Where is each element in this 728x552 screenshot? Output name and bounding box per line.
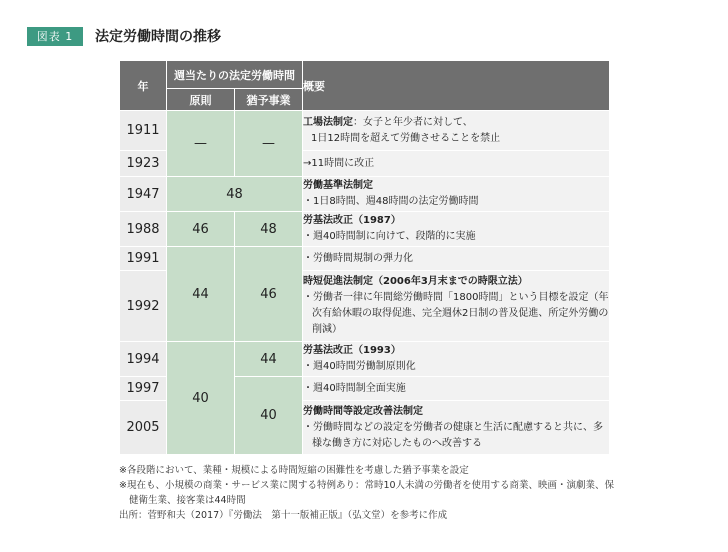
header-year: 年 bbox=[120, 61, 167, 111]
value-grace: — bbox=[235, 111, 303, 177]
row-summary bbox=[303, 151, 610, 177]
table-row bbox=[120, 177, 610, 212]
value-grace: 46 bbox=[235, 247, 303, 342]
footnote: ※現在も、小規模の商業・サービス業に関する特例あり：常時10人未満の労働者を使用する商業、映画・演劇業、保健衛生業、接客業は44時間 bbox=[119, 480, 615, 506]
value-grace: 48 bbox=[235, 212, 303, 247]
summary-bullet: ・週40時間制に向けて、段階的に実施 bbox=[303, 231, 476, 242]
row-year: 1923 bbox=[120, 151, 167, 177]
figure-title: 法定労働時間の推移 bbox=[95, 29, 221, 45]
row-year: 1988 bbox=[120, 212, 167, 247]
table-row bbox=[120, 342, 610, 377]
row-year: 1994 bbox=[120, 342, 167, 377]
row-year: 1947 bbox=[120, 177, 167, 212]
table-row bbox=[120, 111, 610, 151]
header-principle: 原則 bbox=[167, 89, 235, 111]
summary-title: 労基法改正（1993） bbox=[303, 345, 401, 356]
summary-bullet: ・労働者一律に年間総労働時間「1800時間」という目標を設定（年次有給休暇の取得促進、完全週休2日制の普及促進、所定外労働の削減） bbox=[303, 292, 609, 335]
footnote: ※各段階において、業種・規模による時間短縮の困難性を考慮した猶予事業を設定 bbox=[119, 465, 469, 476]
row-summary bbox=[303, 401, 610, 455]
row-summary bbox=[303, 177, 610, 212]
value-principle: 44 bbox=[167, 247, 235, 342]
row-summary bbox=[303, 247, 610, 271]
figure-label: 図表 1 bbox=[27, 27, 83, 46]
value-principle: 40 bbox=[167, 342, 235, 455]
footnotes bbox=[119, 463, 619, 523]
summary-title: 労基法改正（1987） bbox=[303, 215, 401, 226]
summary-title: 労働基準法制定 bbox=[303, 180, 373, 191]
source-note: 出所：菅野和夫（2017）『労働法 第十一版補正版』（弘文堂）を参考に作成 bbox=[119, 510, 448, 521]
header-grace: 猶予事業 bbox=[235, 89, 303, 111]
row-summary bbox=[303, 271, 610, 342]
summary-bullet: ・週40時間労働制原則化 bbox=[303, 361, 416, 372]
header-weekly-hours: 週当たりの法定労働時間 bbox=[167, 61, 303, 89]
row-year: 1991 bbox=[120, 247, 167, 271]
row-summary bbox=[303, 212, 610, 247]
table-row bbox=[120, 247, 610, 271]
table-row bbox=[120, 212, 610, 247]
row-year: 1992 bbox=[120, 271, 167, 342]
row-year: 2005 bbox=[120, 401, 167, 455]
row-year: 1911 bbox=[120, 111, 167, 151]
value-principle: 46 bbox=[167, 212, 235, 247]
value-hours: 48 bbox=[167, 177, 303, 212]
summary-text: ：女子と年少者に対して、 bbox=[353, 116, 473, 128]
summary-bullet: ・1日8時間、週48時間の法定労働時間 bbox=[303, 196, 479, 207]
value-grace: 44 bbox=[235, 342, 303, 377]
row-summary bbox=[303, 111, 610, 151]
summary-title: 労働時間等設定改善法制定 bbox=[303, 405, 423, 417]
row-summary bbox=[303, 377, 610, 401]
header-summary: 概要 bbox=[303, 61, 610, 111]
summary-bullet: ・週40時間制全面実施 bbox=[303, 382, 406, 394]
value-grace: 40 bbox=[235, 377, 303, 455]
row-year: 1997 bbox=[120, 377, 167, 401]
summary-text: →11時間に改正 bbox=[303, 157, 375, 169]
summary-text2: 1日12時間を超えて労働させることを禁止 bbox=[311, 132, 501, 144]
summary-bullet: ・労働時間規制の弾力化 bbox=[303, 252, 413, 264]
summary-bullet: ・労働時間などの設定を労働者の健康と生活に配慮すると共に、多様な働き方に対応したものへ改善する bbox=[303, 421, 603, 449]
summary-title: 工場法制定 bbox=[303, 116, 353, 128]
figure-header bbox=[27, 26, 221, 46]
summary-title: 時短促進法制定（2006年3月末までの時限立法） bbox=[303, 276, 528, 287]
row-summary bbox=[303, 342, 610, 377]
value-principle: — bbox=[167, 111, 235, 177]
working-hours-table bbox=[119, 60, 610, 455]
